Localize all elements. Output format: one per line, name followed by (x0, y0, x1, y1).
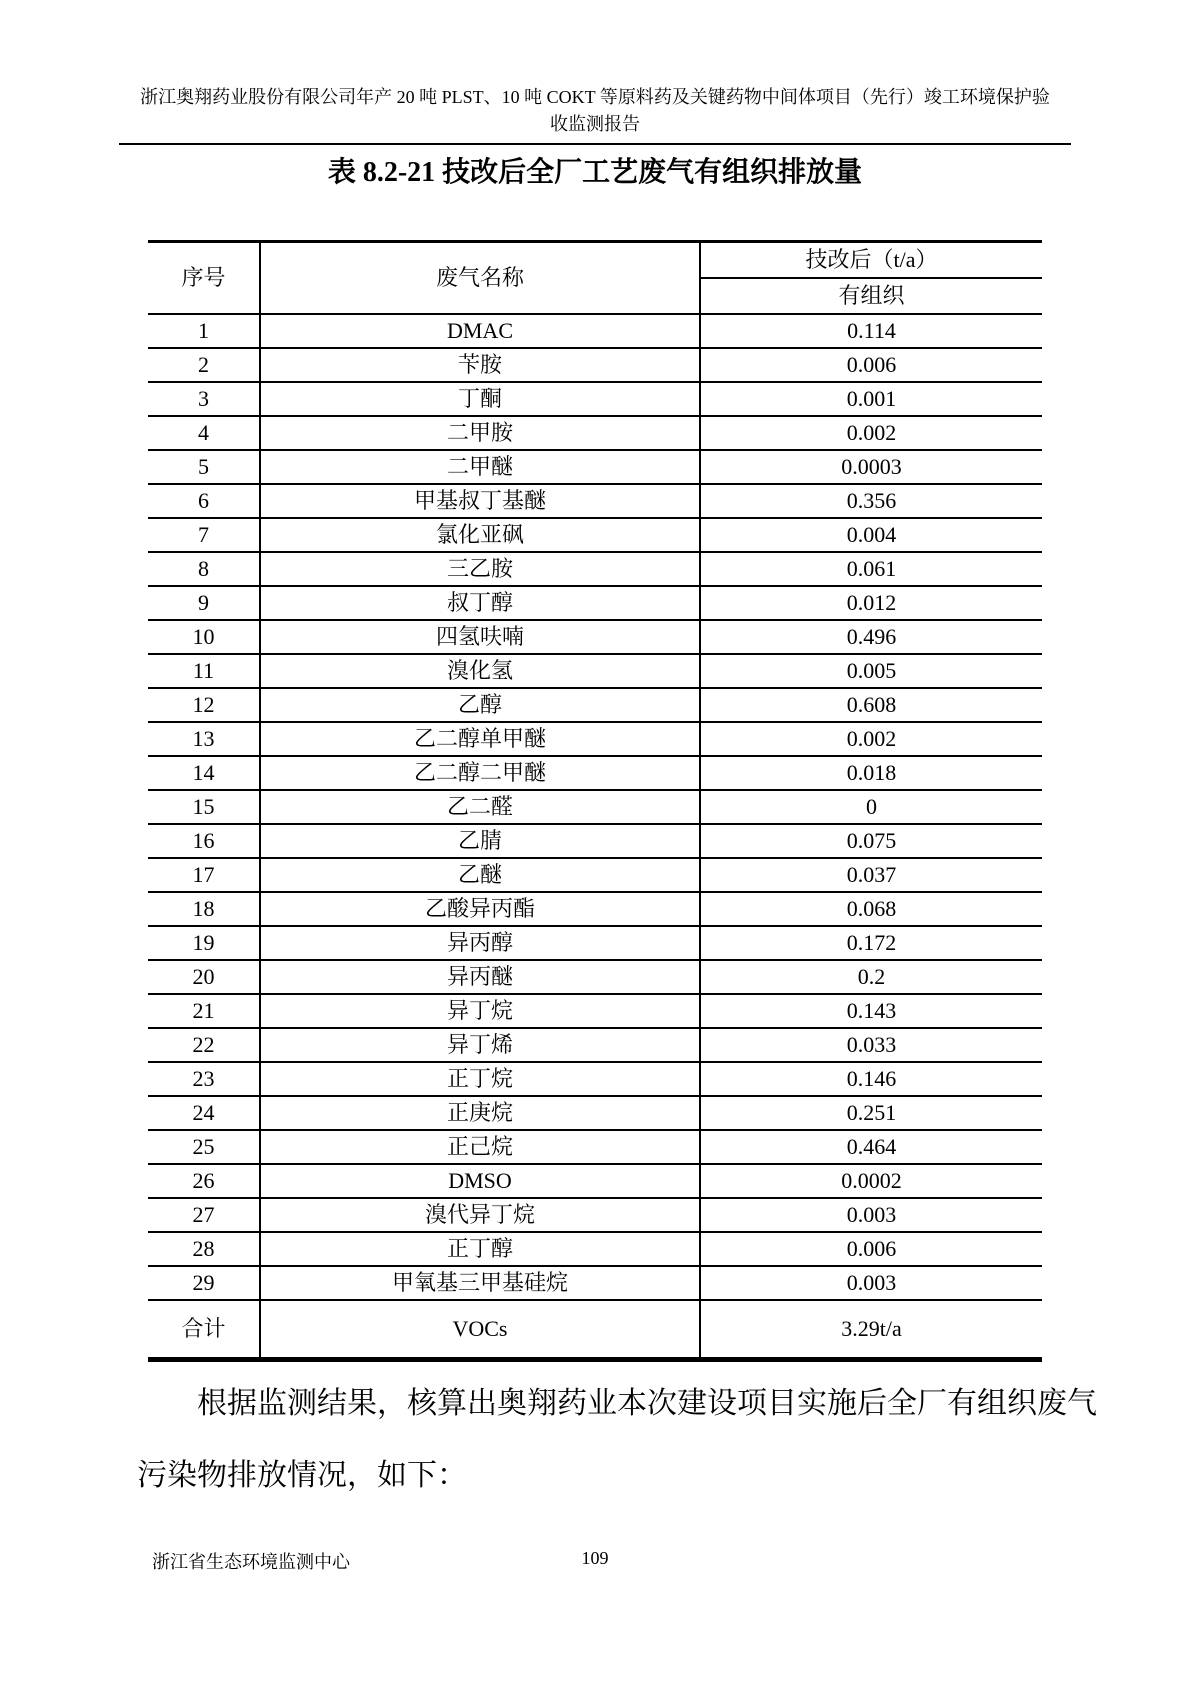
row-index: 25 (148, 1130, 260, 1164)
col-header-index: 序号 (148, 242, 260, 315)
row-gas-name: 溴代异丁烷 (260, 1198, 700, 1232)
row-emission-value: 0.114 (700, 314, 1042, 348)
emissions-table (148, 240, 1042, 1362)
row-emission-value: 0.496 (700, 620, 1042, 654)
page-number: 109 (581, 1548, 609, 1568)
row-gas-name: 乙二醇二甲醚 (260, 756, 700, 790)
row-index: 21 (148, 994, 260, 1028)
row-emission-value: 0.608 (700, 688, 1042, 722)
table-title: 表 8.2-21 技改后全厂工艺废气有组织排放量 (327, 157, 863, 188)
table-row (148, 1198, 1042, 1232)
row-gas-name: 溴化氢 (260, 654, 700, 688)
row-gas-name: 乙醇 (260, 688, 700, 722)
table-row (148, 1266, 1042, 1300)
row-index: 27 (148, 1198, 260, 1232)
row-gas-name: 甲基叔丁基醚 (260, 484, 700, 518)
row-index: 28 (148, 1232, 260, 1266)
table-row (148, 586, 1042, 620)
row-gas-name: 二甲胺 (260, 416, 700, 450)
row-gas-name: 乙酸异丙酯 (260, 892, 700, 926)
total-gas-name: VOCs (260, 1300, 700, 1360)
row-emission-value: 0.004 (700, 518, 1042, 552)
row-index: 29 (148, 1266, 260, 1300)
header-line2: 收监测报告 (550, 114, 640, 134)
row-gas-name: 苄胺 (260, 348, 700, 382)
table-row (148, 994, 1042, 1028)
row-index: 14 (148, 756, 260, 790)
row-emission-value: 0.0003 (700, 450, 1042, 484)
row-emission-value: 0.012 (700, 586, 1042, 620)
row-emission-value: 0.001 (700, 382, 1042, 416)
row-gas-name: 四氢呋喃 (260, 620, 700, 654)
row-emission-value: 0.075 (700, 824, 1042, 858)
row-emission-value: 0.146 (700, 1062, 1042, 1096)
row-emission-value: 0 (700, 790, 1042, 824)
row-gas-name: 正庚烷 (260, 1096, 700, 1130)
table-row (148, 926, 1042, 960)
row-index: 10 (148, 620, 260, 654)
table-row (148, 1096, 1042, 1130)
body-paragraph (137, 1368, 1097, 1512)
row-gas-name: 叔丁醇 (260, 586, 700, 620)
row-emission-value: 0.003 (700, 1198, 1042, 1232)
row-gas-name: 乙二醇单甲醚 (260, 722, 700, 756)
row-index: 17 (148, 858, 260, 892)
row-gas-name: 甲氧基三甲基硅烷 (260, 1266, 700, 1300)
row-index: 7 (148, 518, 260, 552)
table-body (148, 314, 1042, 1300)
row-index: 12 (148, 688, 260, 722)
row-gas-name: 三乙胺 (260, 552, 700, 586)
table-row (148, 1232, 1042, 1266)
row-index: 6 (148, 484, 260, 518)
row-index: 5 (148, 450, 260, 484)
row-gas-name: 正丁烷 (260, 1062, 700, 1096)
row-index: 11 (148, 654, 260, 688)
table-footer (148, 1300, 1042, 1360)
page-header (119, 84, 1071, 145)
row-emission-value: 0.018 (700, 756, 1042, 790)
row-emission-value: 0.005 (700, 654, 1042, 688)
row-emission-value: 0.356 (700, 484, 1042, 518)
table-row (148, 892, 1042, 926)
row-emission-value: 0.464 (700, 1130, 1042, 1164)
row-emission-value: 0.0002 (700, 1164, 1042, 1198)
row-emission-value: 0.251 (700, 1096, 1042, 1130)
row-emission-value: 0.006 (700, 1232, 1042, 1266)
header-row-1 (148, 242, 1042, 279)
row-emission-value: 0.006 (700, 348, 1042, 382)
row-gas-name: DMAC (260, 314, 700, 348)
row-emission-value: 0.172 (700, 926, 1042, 960)
table-row (148, 858, 1042, 892)
header-line1: 浙江奥翔药业股份有限公司年产 20 吨 PLST、10 吨 COKT 等原料药及关键药物中间体项目（先行）竣工环境保护验 (140, 87, 1050, 107)
row-index: 2 (148, 348, 260, 382)
row-index: 16 (148, 824, 260, 858)
table-head (148, 242, 1042, 315)
table-row (148, 756, 1042, 790)
total-row (148, 1300, 1042, 1360)
row-gas-name: 正己烷 (260, 1130, 700, 1164)
table-row (148, 824, 1042, 858)
total-value: 3.29t/a (700, 1300, 1042, 1360)
total-label: 合计 (148, 1300, 260, 1360)
row-index: 13 (148, 722, 260, 756)
row-emission-value: 0.002 (700, 722, 1042, 756)
row-emission-value: 0.033 (700, 1028, 1042, 1062)
col-header-gas-name: 废气名称 (260, 242, 700, 315)
row-index: 19 (148, 926, 260, 960)
table-row (148, 484, 1042, 518)
row-index: 1 (148, 314, 260, 348)
row-index: 22 (148, 1028, 260, 1062)
row-index: 3 (148, 382, 260, 416)
row-gas-name: 正丁醇 (260, 1232, 700, 1266)
row-index: 4 (148, 416, 260, 450)
paragraph-line1: 根据监测结果，核算出奥翔药业本次建设项目实施后全厂有组织废气 (197, 1387, 1097, 1420)
table-row (148, 790, 1042, 824)
row-index: 23 (148, 1062, 260, 1096)
row-gas-name: 氯化亚砜 (260, 518, 700, 552)
table-row (148, 688, 1042, 722)
row-emission-value: 0.037 (700, 858, 1042, 892)
row-gas-name: 异丁烷 (260, 994, 700, 1028)
row-gas-name: 异丁烯 (260, 1028, 700, 1062)
col-header-organized: 有组织 (700, 278, 1042, 314)
footer-organization: 浙江省生态环境监测中心 (152, 1552, 350, 1572)
row-emission-value: 0.002 (700, 416, 1042, 450)
row-gas-name: 异丙醚 (260, 960, 700, 994)
row-index: 20 (148, 960, 260, 994)
table-row (148, 722, 1042, 756)
table-row (148, 1062, 1042, 1096)
table-row (148, 1028, 1042, 1062)
col-header-after-upgrade: 技改后（t/a） (700, 242, 1042, 279)
table-row (148, 1130, 1042, 1164)
page-footer (0, 1548, 1190, 1574)
row-index: 8 (148, 552, 260, 586)
row-index: 18 (148, 892, 260, 926)
row-emission-value: 0.068 (700, 892, 1042, 926)
paragraph-line2: 污染物排放情况，如下： (137, 1459, 467, 1492)
table-row (148, 450, 1042, 484)
row-index: 9 (148, 586, 260, 620)
row-gas-name: 二甲醚 (260, 450, 700, 484)
row-gas-name: 乙醚 (260, 858, 700, 892)
table-row (148, 654, 1042, 688)
row-gas-name: 丁酮 (260, 382, 700, 416)
row-index: 24 (148, 1096, 260, 1130)
table-row (148, 1164, 1042, 1198)
row-emission-value: 0.2 (700, 960, 1042, 994)
row-emission-value: 0.061 (700, 552, 1042, 586)
table-row (148, 416, 1042, 450)
row-gas-name: 乙腈 (260, 824, 700, 858)
table-row (148, 518, 1042, 552)
table-row (148, 314, 1042, 348)
table-row (148, 348, 1042, 382)
row-emission-value: 0.003 (700, 1266, 1042, 1300)
table-row (148, 960, 1042, 994)
table-row (148, 620, 1042, 654)
table-row (148, 382, 1042, 416)
row-index: 26 (148, 1164, 260, 1198)
row-emission-value: 0.143 (700, 994, 1042, 1028)
table-row (148, 552, 1042, 586)
row-gas-name: DMSO (260, 1164, 700, 1198)
row-gas-name: 乙二醛 (260, 790, 700, 824)
row-index: 15 (148, 790, 260, 824)
row-gas-name: 异丙醇 (260, 926, 700, 960)
